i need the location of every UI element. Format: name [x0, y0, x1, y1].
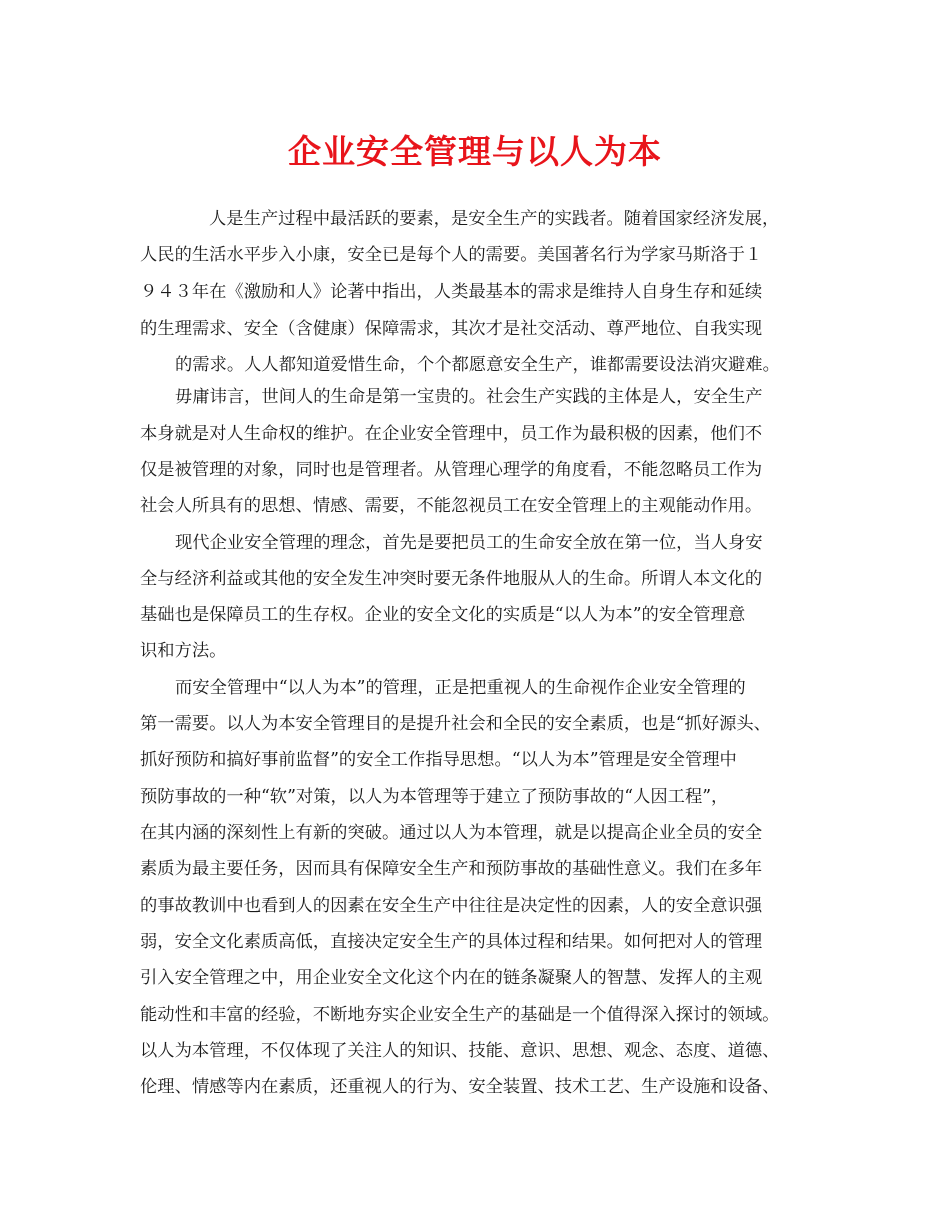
text-line: 基础也是保障员工的生存权。企业的安全文化的实质是“以人为本”的安全管理意: [140, 605, 746, 625]
text-line: 引入安全管理之中，用企业安全文化这个内在的链条凝聚人的智慧、发挥人的主观: [140, 968, 763, 988]
text-line: 伦理、情感等内在素质，还重视人的行为、安全装置、技术工艺、生产设施和设备、: [140, 1077, 780, 1097]
text-line: 毋庸讳言，世间人的生命是第一宝贵的。社会生产实践的主体是人，安全生产: [175, 387, 763, 407]
text-line: 识和方法。: [140, 641, 227, 661]
text-line: 全与经济利益或其他的安全发生冲突时要无条件地服从人的生命。所谓人本文化的: [140, 569, 763, 589]
text-line: 能动性和丰富的经验，不断地夯实企业安全生产的基础是一个值得深入探讨的领域。: [140, 1005, 780, 1025]
text-line: 人民的生活水平步入小康，安全已是每个人的需要。美国著名行为学家马斯洛于１: [140, 245, 763, 265]
text-line: 素质为最主要任务，因而具有保障安全生产和预防事故的基础性意义。我们在多年: [140, 859, 763, 879]
text-line: 第一需要。以人为本安全管理目的是提升社会和全民的安全素质，也是“抓好源头、: [140, 714, 771, 734]
text-line: ９４３年在《激励和人》论著中指出，人类最基本的需求是维持人自身生存和延续: [140, 282, 763, 302]
text-line: 社会人所具有的思想、情感、需要，不能忽视员工在安全管理上的主观能动作用。: [140, 496, 763, 516]
text-line: 本身就是对人生命权的维护。在企业安全管理中，员工作为最积极的因素，他们不: [140, 424, 763, 444]
text-line: 以人为本管理，不仅体现了关注人的知识、技能、意识、思想、观念、态度、道德、: [140, 1041, 780, 1061]
text-line: 的事故教训中也看到人的因素在安全生产中往往是决定性的因素，人的安全意识强: [140, 896, 763, 916]
text-line: 仅是被管理的对象，同时也是管理者。从管理心理学的角度看，不能忽略员工作为: [140, 460, 763, 480]
text-line: 人是生产过程中最活跃的要素，是安全生产的实践者。随着国家经济发展，: [209, 209, 780, 229]
text-line: 在其内涵的深刻性上有新的突破。通过以人为本管理，就是以提高企业全员的安全: [140, 823, 763, 843]
text-line: 预防事故的一种“软”对策，以人为本管理等于建立了预防事故的“人因工程”，: [140, 787, 729, 807]
text-line: 的生理需求、安全（含健康）保障需求，其次才是社交活动、尊严地位、自我实现: [140, 319, 763, 339]
text-line: 的需求。人人都知道爱惜生命，个个都愿意安全生产，谁都需要设法消灾避难。: [175, 355, 780, 375]
text-line: 抓好预防和搞好事前监督”的安全工作指导思想。“以人为本”管理是安全管理中: [140, 750, 737, 770]
document-title: 企业安全管理与以人为本: [288, 132, 662, 171]
text-line: 弱，安全文化素质高低，直接决定安全生产的具体过程和结果。如何把对人的管理: [140, 932, 763, 952]
text-line: 现代企业安全管理的理念，首先是要把员工的生命安全放在第一位，当人身安: [175, 533, 763, 553]
text-line: 而安全管理中“以人为本”的管理，正是把重视人的生命视作企业安全管理的: [175, 678, 746, 698]
